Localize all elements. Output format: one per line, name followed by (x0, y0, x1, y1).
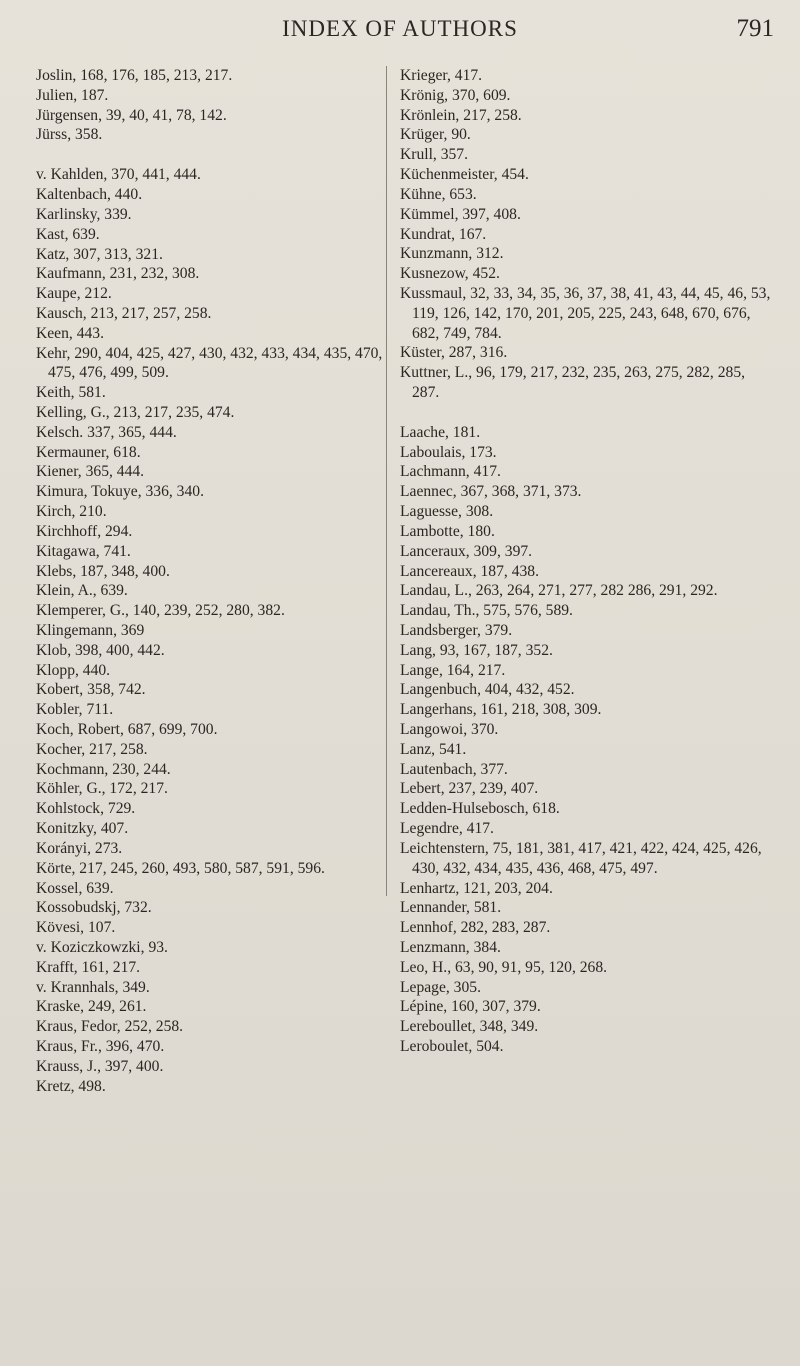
index-entry: Langenbuch, 404, 432, 452. (400, 681, 575, 699)
index-entry: Lautenbach, 377. (400, 760, 508, 778)
index-entry: Kossobudskj, 732. (36, 899, 152, 917)
index-entry: v. Krannhals, 349. (36, 978, 150, 996)
page-number: 791 (736, 15, 774, 42)
index-entry: Joslin, 168, 176, 185, 213, 217. (36, 67, 233, 84)
index-entry: Konitzky, 407. (36, 820, 129, 838)
index-entry: Kraus, Fedor, 252, 258. (36, 1018, 184, 1036)
index-entry: Kitagawa, 741. (36, 542, 131, 560)
index-entry: Lancereaux, 187, 438. (400, 562, 539, 580)
index-entry: Kaupe, 212. (36, 285, 112, 303)
index-entry: Leroboulet, 504. (400, 1038, 504, 1055)
index-entry: Klemperer, G., 140, 239, 252, 280, 382. (36, 602, 285, 620)
index-entry: Langowoi, 370. (400, 721, 499, 738)
index-entry: Kocher, 217, 258. (36, 740, 148, 758)
index-entry: Kundrat, 167. (400, 225, 487, 243)
page-header (0, 16, 800, 46)
index-entry: Klebs, 187, 348, 400. (36, 562, 170, 580)
index-entry: Leichtenstern, 75, 181, 381, 417, 421, 422, 424, 425, 426, 430, 432, 434, 435, 436, 468, 475, 497. (400, 839, 762, 877)
index-entry: Koch, Robert, 687, 699, 700. (36, 721, 218, 738)
index-entry: Kuttner, L., 96, 179, 217, 232, 235, 263, 275, 282, 285, 287. (400, 364, 746, 401)
running-head: INDEX OF AUTHORS (282, 16, 518, 41)
index-entry: Kobert, 358, 742. (36, 681, 146, 699)
index-entry: Laache, 181. (400, 423, 481, 441)
index-entry: Kirchhoff, 294. (36, 522, 133, 540)
index-entry: Kümmel, 397, 408. (400, 205, 521, 223)
index-entry: Lenzmann, 384. (400, 938, 501, 956)
index-entry: Keith, 581. (36, 384, 106, 402)
index-entry: Küchenmeister, 454. (400, 166, 529, 184)
index-entry: Lachmann, 417. (400, 463, 501, 481)
index-entry: Kusnezow, 452. (400, 265, 500, 283)
index-entry: Jürgensen, 39, 40, 41, 78, 142. (36, 106, 227, 124)
index-entry: v. Kahlden, 370, 441, 444. (36, 166, 201, 184)
index-entry: Kraus, Fr., 396, 470. (36, 1038, 165, 1055)
index-entry: Klob, 398, 400, 442. (36, 641, 165, 659)
index-entry: Kelsch. 337, 365, 444. (36, 423, 177, 441)
index-entry: Legendre, 417. (400, 820, 494, 838)
section-gap (400, 403, 772, 423)
index-entry: Klein, A., 639. (36, 582, 128, 600)
index-entry: Lenhartz, 121, 203, 204. (400, 879, 553, 897)
index-entry: Krafft, 161, 217. (36, 958, 141, 976)
index-entry: Landau, L., 263, 264, 271, 277, 282 286, 291, 292. (400, 582, 718, 600)
index-entry: Lereboullet, 348, 349. (400, 1018, 539, 1036)
index-entry: Landsberger, 379. (400, 621, 513, 639)
index-entry: Lanz, 541. (400, 740, 467, 758)
index-entry: Laennec, 367, 368, 371, 373. (400, 483, 582, 501)
index-entry: v. Koziczkowzki, 93. (36, 938, 168, 956)
index-entry: Katz, 307, 313, 321. (36, 245, 163, 263)
index-entry: Kretz, 498. (36, 1077, 106, 1095)
index-entry: Lange, 164, 217. (400, 661, 506, 679)
index-entry: Klopp, 440. (36, 661, 111, 679)
index-entry: Landau, Th., 575, 576, 589. (400, 602, 573, 620)
index-entry: Lebert, 237, 239, 407. (400, 780, 539, 798)
index-entry: Kunzmann, 312. (400, 245, 504, 263)
index-entry: Kast, 639. (36, 225, 100, 243)
index-entry: Kelling, G., 213, 217, 235, 474. (36, 404, 235, 421)
index-entry: Kausch, 213, 217, 257, 258. (36, 304, 212, 322)
index-entry: Jürss, 358. (36, 126, 103, 144)
index-entry: Krüger, 90. (400, 126, 471, 144)
index-entry: Karlinsky, 339. (36, 205, 132, 223)
index-column-right (400, 66, 772, 1057)
index-entry: Kövesi, 107. (36, 919, 116, 937)
index-entry: Kraske, 249, 261. (36, 998, 147, 1016)
index-entry: Ledden-Hulsebosch, 618. (400, 800, 560, 818)
index-entry: Kirch, 210. (36, 503, 107, 521)
index-entry: Leo, H., 63, 90, 91, 95, 120, 268. (400, 958, 608, 976)
index-entry: Kühne, 653. (400, 185, 477, 203)
index-entry: Kochmann, 230, 244. (36, 760, 171, 778)
index-entry: Lennander, 581. (400, 899, 502, 917)
index-entry: Kehr, 290, 404, 425, 427, 430, 432, 433, 434, 435, 470, 475, 476, 499, 509. (36, 344, 383, 382)
index-entry: Krauss, J., 397, 400. (36, 1057, 164, 1075)
index-entry: Kossel, 639. (36, 879, 114, 897)
index-entry: Kimura, Tokuye, 336, 340. (36, 483, 204, 501)
index-entry: Kaufmann, 231, 232, 308. (36, 265, 200, 283)
index-entry: Kohlstock, 729. (36, 800, 136, 818)
index-entry: Laboulais, 173. (400, 443, 497, 461)
index-entry: Keen, 443. (36, 324, 104, 342)
index-entry: Kaltenbach, 440. (36, 186, 143, 204)
index-entry: Korányi, 273. (36, 839, 123, 857)
index-entry: Krönlein, 217, 258. (400, 106, 522, 124)
index-entry: Kobler, 711. (36, 701, 114, 719)
index-entry: Küster, 287, 316. (400, 344, 508, 362)
index-entry: Lambotte, 180. (400, 522, 495, 540)
index-entry: Lepage, 305. (400, 978, 481, 996)
index-entry: Krieger, 417. (400, 67, 483, 84)
index-entry: Kermauner, 618. (36, 443, 141, 461)
index-entry: Lépine, 160, 307, 379. (400, 998, 541, 1016)
index-column-left (36, 66, 386, 1096)
index-entry: Julien, 187. (36, 86, 109, 104)
index-entry: Lanceraux, 309, 397. (400, 542, 533, 560)
index-entry: Kiener, 365, 444. (36, 463, 145, 481)
index-entry: Langerhans, 161, 218, 308, 309. (400, 701, 602, 719)
index-entry: Krönig, 370, 609. (400, 86, 511, 104)
section-gap (36, 145, 386, 165)
column-divider (386, 66, 387, 896)
index-entry: Köhler, G., 172, 217. (36, 780, 168, 798)
index-entry: Körte, 217, 245, 260, 493, 580, 587, 591, 596. (36, 859, 325, 877)
index-entry: Laguesse, 308. (400, 503, 494, 521)
index-entry: Kussmaul, 32, 33, 34, 35, 36, 37, 38, 41, 43, 44, 45, 46, 53, 119, 126, 142, 170, 201, 205, 225, 243, 648, 670, 676, 682, 749, 784. (400, 284, 771, 342)
index-entry: Lang, 93, 167, 187, 352. (400, 641, 553, 659)
index-entry: Klingemann, 369 (36, 621, 145, 639)
index-entry: Lennhof, 282, 283, 287. (400, 919, 551, 937)
index-entry: Krull, 357. (400, 146, 469, 164)
